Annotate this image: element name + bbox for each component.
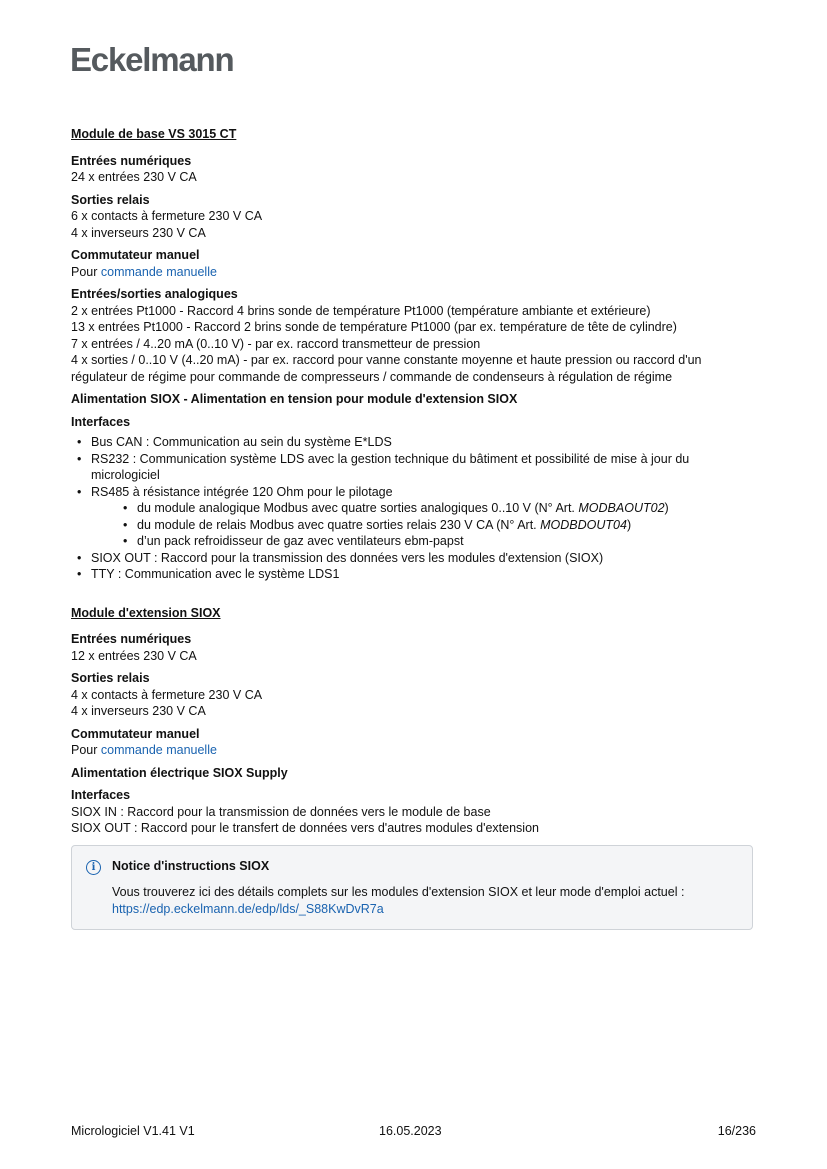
power-supply-heading: Alimentation SIOX - Alimentation en tension pour module d'extension SIOX (71, 392, 518, 406)
text-line: SIOX OUT : Raccord pour le transfert de données vers d'autres modules d'extension (71, 821, 539, 835)
analog-io-block (71, 286, 761, 385)
notice-body (112, 884, 738, 917)
interfaces-block (71, 787, 761, 837)
manual-switch-block (71, 247, 761, 280)
notice-title: Notice d'instructions SIOX (112, 858, 270, 873)
section-title: Module de base VS 3015 CT (71, 127, 237, 141)
text-line: 4 x inverseurs 230 V CA (71, 225, 206, 240)
article-code: MODBAOUT02 (578, 501, 665, 515)
list-item (117, 517, 761, 534)
info-icon: i (86, 860, 101, 875)
text-line: 4 x contacts à fermeture 230 V CA (71, 687, 263, 702)
subheading: Commutateur manuel (71, 726, 200, 741)
text-prefix: Pour (71, 743, 101, 757)
subheading: Entrées/sorties analogiques (71, 287, 238, 301)
interfaces-block (71, 414, 761, 583)
section-extension-module (71, 605, 761, 837)
list-item: • Bus CAN : Communication au sein du système E*LDS (71, 434, 761, 451)
subheading: Interfaces (71, 788, 131, 802)
text-line: 7 x entrées / 4..20 mA (0..10 V) - par ex. raccord transmetteur de pression (71, 336, 481, 351)
list-item: • RS232 : Communication système LDS avec la gestion technique du bâtiment et possibilité de mise à jour du micrologiciel (71, 451, 761, 484)
text-line: 4 x inverseurs 230 V CA (71, 704, 206, 718)
footer-page-number: 16/236 (717, 1124, 756, 1138)
list-item-text: du module de relais Modbus avec quatre sorties relais 230 V CA (N° Art. (137, 517, 541, 532)
article-code: MODBDOUT04 (540, 517, 627, 532)
footer-date: 16.05.2023 (379, 1124, 442, 1138)
rs485-sublist (117, 500, 761, 550)
text-line: 12 x entrées 230 V CA (71, 648, 197, 663)
close-paren: ) (664, 501, 669, 515)
section-base-module (71, 126, 761, 583)
notice-box (71, 845, 753, 931)
subheading: Commutateur manuel (71, 248, 200, 262)
text-line: 13 x entrées Pt1000 - Raccord 2 brins sonde de température Pt1000 (par ex. température de tête de cylindre) (71, 320, 677, 334)
text-line: 24 x entrées 230 V CA (71, 170, 197, 184)
manual-switch-block (71, 726, 761, 759)
interfaces-list (71, 434, 761, 583)
list-item (71, 484, 761, 550)
text-line: 2 x entrées Pt1000 - Raccord 4 brins sonde de température Pt1000 (température ambiante et extérieure) (71, 303, 651, 318)
list-item-text: du module analogique Modbus avec quatre sorties analogiques 0..10 V (N° Art. (137, 501, 579, 515)
power-supply-heading: Alimentation électrique SIOX Supply (71, 765, 288, 780)
list-item: • SIOX OUT : Raccord pour la transmission des données vers les modules d'extension (SIOX) (71, 550, 761, 567)
text-line: 6 x contacts à fermeture 230 V CA (71, 209, 263, 223)
subheading: Interfaces (71, 414, 131, 429)
digital-inputs-block (71, 631, 761, 664)
text-line: 4 x sorties / 0..10 V (4..20 mA) - par ex. raccord pour vanne constante moyenne et haute pression ou raccord d'un régulateur de régime pour commande de compresseurs / commande de condenseurs à régulation de régime (71, 353, 702, 384)
relay-outputs-block (71, 192, 761, 242)
notice-link[interactable]: https://edp.eckelmann.de/edp/lds/_S88KwDvR7a (112, 901, 384, 916)
company-logo: Eckelmann (70, 41, 234, 78)
subheading: Entrées numériques (71, 153, 192, 168)
text-line (71, 742, 761, 759)
subheading: Entrées numériques (71, 632, 192, 646)
relay-outputs-block (71, 670, 761, 720)
section-title: Module d'extension SIOX (71, 605, 221, 620)
list-item: • d’un pack refroidisseur de gaz avec ventilateurs ebm-papst (117, 533, 761, 550)
manual-control-link[interactable]: commande manuelle (100, 264, 217, 279)
digital-inputs-block (71, 153, 761, 186)
page-content (71, 126, 761, 930)
close-paren: ) (626, 517, 632, 532)
list-item: • TTY : Communication avec le système LDS1 (71, 566, 761, 583)
list-item (117, 500, 761, 517)
subheading: Sorties relais (71, 671, 150, 685)
subheading: Sorties relais (71, 192, 150, 207)
notice-text: Vous trouverez ici des détails complets sur les modules d'extension SIOX et leur mode d'emploi actuel : (112, 885, 685, 899)
manual-control-link[interactable]: commande manuelle (100, 743, 217, 757)
list-item-text: RS485 à résistance intégrée 120 Ohm pour le pilotage (91, 484, 393, 499)
text-prefix: Pour (71, 264, 101, 279)
text-line: SIOX IN : Raccord pour la transmission de données vers le module de base (71, 804, 491, 819)
footer-firmware-version: Micrologiciel V1.41 V1 (71, 1124, 195, 1138)
text-line (71, 264, 761, 281)
